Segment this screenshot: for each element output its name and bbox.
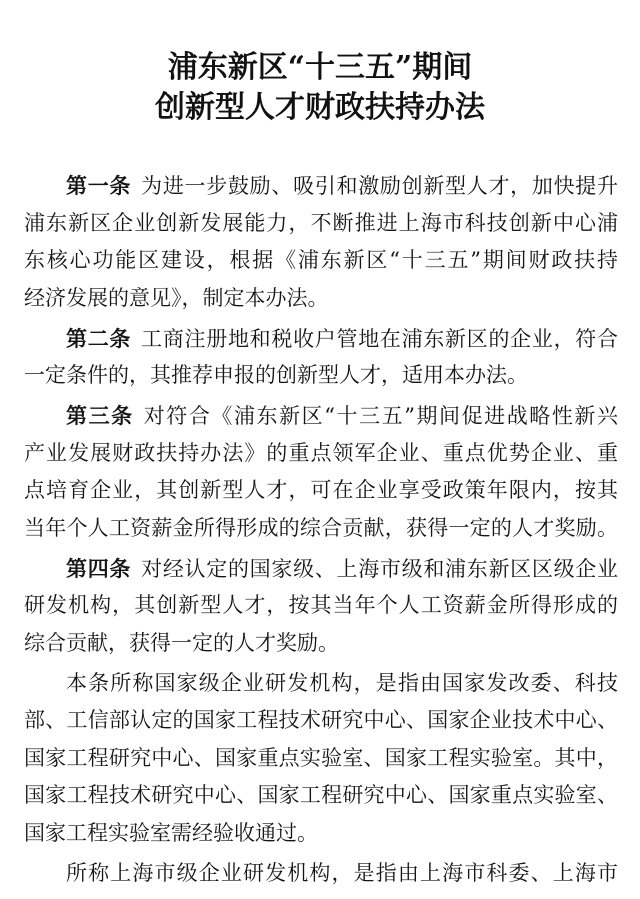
text-line: 部、工信部认定的国家工程技术研究中心、国家企业技术中心、 (24, 708, 618, 733)
article-label: 第三条 (66, 403, 134, 429)
text-line (24, 320, 618, 358)
text-line: 研发机构，其创新型人才，按其当年个人工资薪金所得形成的 (24, 593, 618, 618)
text-line (24, 167, 618, 205)
article-label: 第一条 (66, 173, 132, 199)
article-4 (24, 550, 618, 663)
text-line (24, 550, 618, 588)
text-line: 点培育企业，其创新型人才，可在企业享受政策年限内，按其 (24, 478, 618, 503)
article-label: 第四条 (66, 555, 132, 581)
text-line: 国家工程技术研究中心、国家工程研究中心、国家重点实验室、 (24, 783, 618, 808)
text-line: 东核心功能区建设，根据《浦东新区“十三五”期间财政扶持 (24, 248, 618, 273)
document-title (0, 48, 640, 128)
line-text: 对符合《浦东新区“十三五”期间促进战略性新兴 (143, 404, 618, 429)
text-line: 产业发展财政扶持办法》的重点领军企业、重点优势企业、重 (24, 440, 618, 465)
article-label: 第二条 (66, 325, 132, 351)
text-line: 经济发展的意见》，制定本办法。 (24, 285, 329, 310)
text-line: 本条所称国家级企业研发机构，是指由国家发改委、科技 (66, 670, 618, 695)
text-line: 当年个人工资薪金所得形成的综合贡献，获得一定的人才奖励。 (24, 515, 618, 540)
article-2 (24, 320, 618, 395)
text-line: 浦东新区企业创新发展能力，不断推进上海市科技创新中心浦 (24, 210, 618, 235)
line-text: 工商注册地和税收户管地在浦东新区的企业，符合 (141, 326, 618, 351)
text-line: 所称上海市级企业研发机构，是指由上海市科委、上海市 (66, 860, 618, 885)
text-line: 综合贡献，获得一定的人才奖励。 (24, 630, 339, 655)
paragraph-national-rd (24, 665, 618, 853)
article-1 (24, 167, 618, 317)
text-line (24, 397, 618, 435)
paragraph-shanghai-rd (24, 855, 618, 893)
article-3 (24, 397, 618, 547)
title-line-1: 浦东新区“十三五”期间 (167, 50, 473, 85)
document-body (24, 167, 618, 892)
text-line: 国家工程研究中心、国家重点实验室、国家工程实验室。其中， (24, 745, 618, 770)
text-line: 一定条件的，其推荐申报的创新型人才，适用本办法。 (24, 363, 528, 388)
title-line-2: 创新型人才财政扶持办法 (155, 90, 485, 125)
line-text: 为进一步鼓励、吸引和激励创新型人才，加快提升 (141, 174, 618, 199)
text-line: 国家工程实验室需经验收通过。 (24, 820, 318, 845)
line-text: 对经认定的国家级、上海市级和浦东新区区级企业 (141, 556, 618, 581)
